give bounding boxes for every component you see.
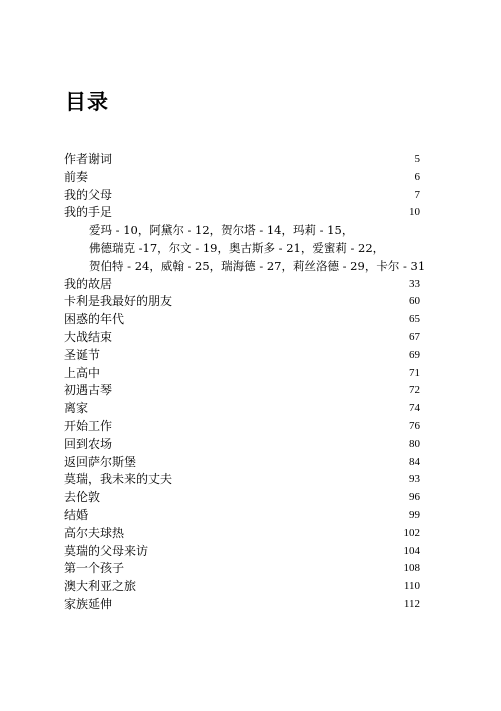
toc-entry-title: 开始工作 [64, 418, 113, 433]
toc-entry[interactable] [64, 347, 420, 365]
toc-entry[interactable] [64, 365, 420, 383]
toc-entry-title: 莫瑞，我未来的丈夫 [64, 472, 173, 487]
toc-entry-page: 76 [409, 419, 420, 432]
toc-entry[interactable] [64, 169, 420, 187]
toc-entry-title: 我的父母 [64, 187, 113, 202]
toc-entry[interactable] [64, 151, 420, 169]
page-title: 目录 [65, 90, 109, 114]
toc-entry-page: 112 [403, 597, 420, 610]
toc-entry[interactable] [64, 454, 420, 472]
toc-entry-page: 84 [409, 455, 420, 468]
toc-entry-page: 10 [409, 206, 420, 219]
toc-entry[interactable] [64, 471, 420, 489]
toc-entry-title: 澳大利亚之旅 [64, 579, 137, 594]
toc-entry-title: 莫瑞的父母来访 [64, 543, 149, 558]
toc-entry-title: 我的故居 [64, 276, 113, 291]
toc-entry[interactable] [64, 204, 420, 222]
toc-entry[interactable] [64, 276, 420, 294]
toc-entry[interactable] [64, 400, 420, 418]
toc-entry[interactable] [64, 525, 420, 543]
toc-subentry-line: 贺伯特 - 24，威翰 - 25，瑞海德 - 27，莉丝洛德 - 29，卡尔 - 31 [89, 258, 426, 273]
toc-entry-title: 去伦敦 [64, 490, 101, 505]
toc-entry[interactable] [64, 543, 420, 561]
toc-entry-title: 我的手足 [64, 205, 113, 220]
toc-entry-title: 高尔夫球热 [64, 525, 125, 540]
toc-entry[interactable] [64, 311, 420, 329]
toc-entry-page: 110 [403, 580, 420, 593]
toc-entry-page: 102 [403, 526, 420, 539]
toc-subentry-line: 爱玛 - 10，阿黛尔 - 12，贺尔塔 - 14，玛莉 - 15， [89, 223, 354, 238]
toc-subentry-line: 佛德瑞克 -17，尔文 - 19，奥古斯多 - 21，爱蜜莉 - 22， [89, 240, 385, 255]
toc-entry[interactable] [64, 489, 420, 507]
toc-entry-page: 69 [409, 348, 420, 361]
toc-entry-title: 第一个孩子 [64, 561, 125, 576]
toc-entry-title: 作者谢词 [64, 152, 113, 166]
toc-entry-page: 74 [409, 402, 420, 415]
toc-entry-title: 前奏 [64, 169, 89, 184]
toc-entry-page: 5 [414, 153, 420, 165]
toc-entry-page: 7 [414, 188, 420, 201]
toc-entry-title: 家族延伸 [64, 596, 113, 611]
toc-entry[interactable] [64, 507, 420, 525]
toc-entry-page: 67 [409, 330, 420, 343]
toc-entry-page: 6 [414, 170, 420, 183]
toc-entry[interactable] [64, 418, 420, 436]
toc-entry-page: 33 [409, 277, 420, 290]
toc-entry[interactable] [64, 187, 420, 205]
toc-entry-title: 卡利是我最好的朋友 [64, 294, 173, 309]
toc-entry-page: 80 [409, 437, 420, 450]
toc-entry[interactable] [64, 293, 420, 311]
toc-entry[interactable] [64, 560, 420, 578]
toc-entry[interactable] [64, 329, 420, 347]
toc-entry[interactable] [64, 382, 420, 400]
toc-entry-page: 96 [409, 491, 420, 504]
toc-entry-title: 初遇古琴 [64, 383, 113, 398]
toc-entry-title: 结婚 [64, 507, 89, 522]
toc-entry-title: 回到农场 [64, 436, 113, 451]
toc-entry-page: 93 [409, 473, 420, 486]
toc-entry-title: 困惑的年代 [64, 312, 125, 327]
toc-entry-page: 60 [409, 295, 420, 308]
toc-entry[interactable] [64, 596, 420, 614]
table-of-contents [64, 151, 426, 614]
toc-entry-page: 71 [409, 366, 420, 379]
toc-entry-page: 99 [409, 508, 420, 521]
toc-entry-page: 108 [403, 562, 420, 575]
toc-entry[interactable] [64, 578, 420, 596]
toc-entry-page: 65 [409, 313, 420, 326]
toc-entry-title: 大战结束 [64, 329, 113, 344]
toc-entry-title: 返回萨尔斯堡 [64, 454, 137, 469]
toc-entry-title: 圣诞节 [64, 347, 101, 362]
toc-entry-page: 104 [403, 544, 420, 557]
toc-entry-title: 离家 [64, 401, 89, 416]
toc-entry-page: 72 [409, 384, 420, 397]
toc-entry-title: 上高中 [64, 365, 101, 380]
toc-entry[interactable] [64, 436, 420, 454]
